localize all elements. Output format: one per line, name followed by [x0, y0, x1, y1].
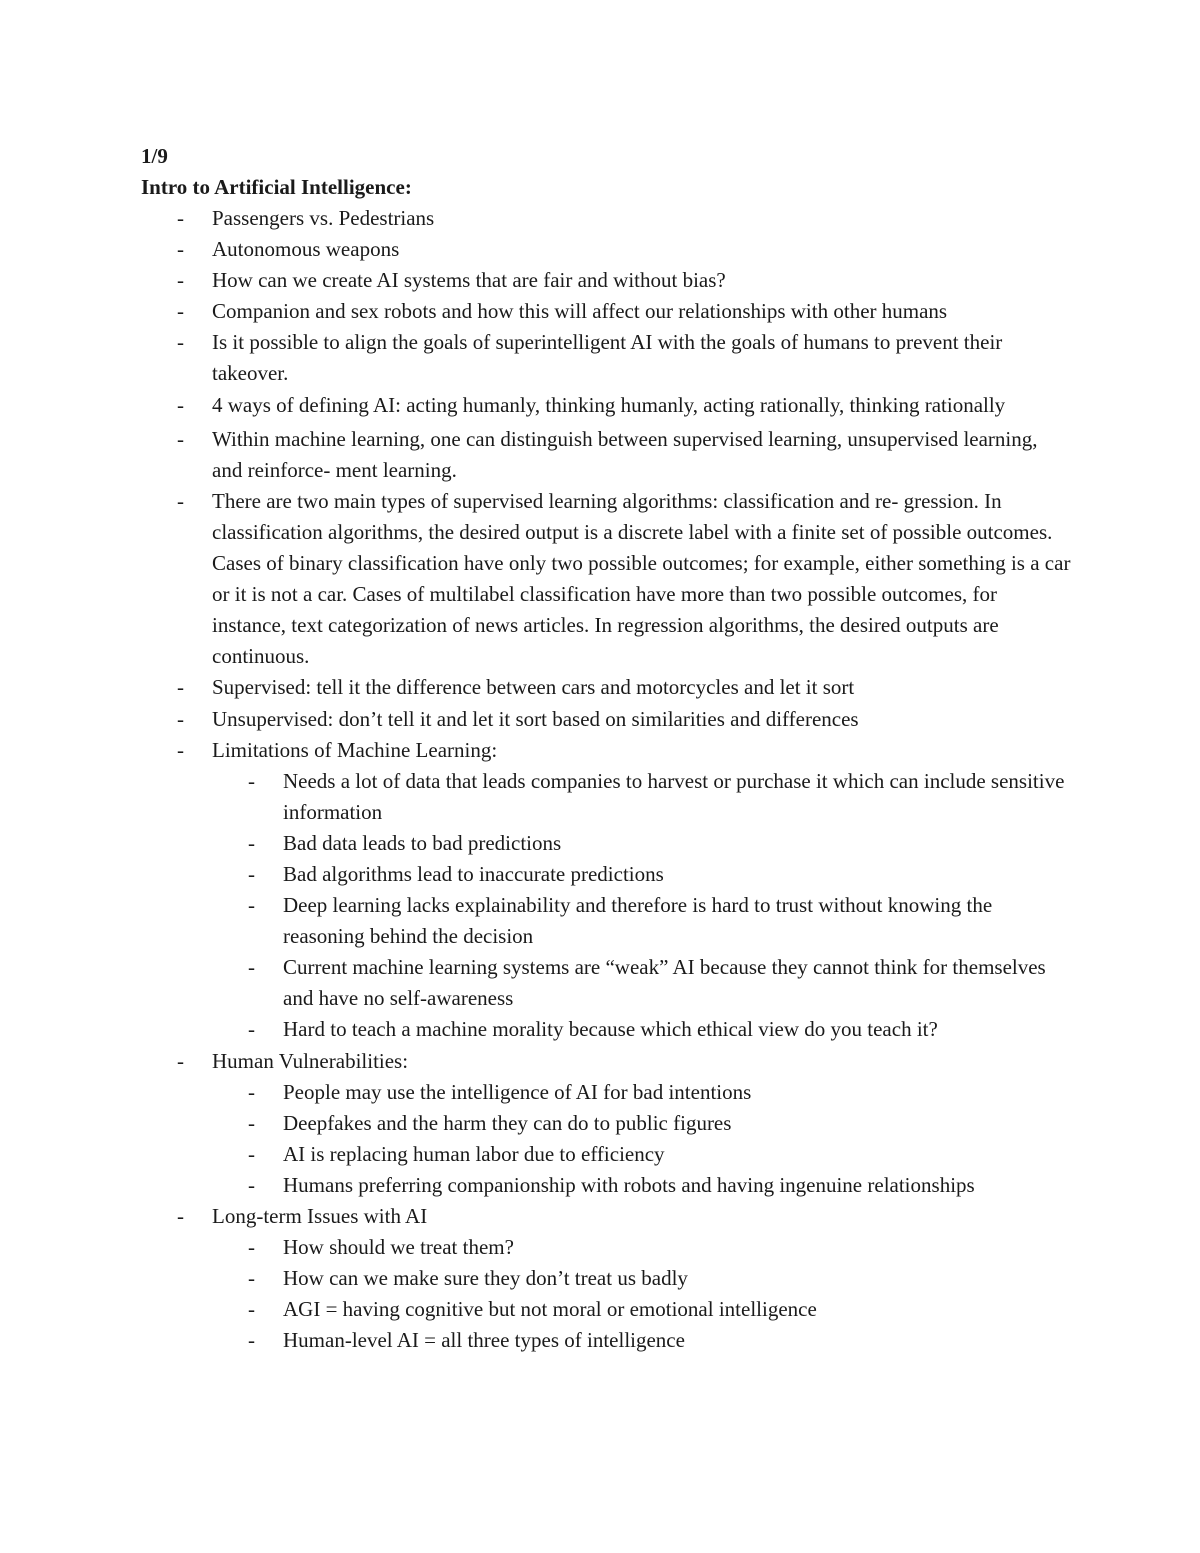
bullet-dash: - [248, 893, 255, 918]
bullet-dash: - [177, 330, 184, 355]
bullet-dash: - [248, 1141, 255, 1166]
bullet-dash: - [177, 675, 184, 700]
sub-list-item [0, 890, 1072, 952]
list-item-text: Bad algorithms lead to inaccurate predictions [283, 861, 664, 886]
bullet-dash: - [177, 426, 184, 451]
sub-list-item [0, 1108, 1072, 1139]
bullet-list [0, 203, 1200, 1356]
list-item-text: Autonomous weapons [212, 237, 400, 262]
sub-list-item [0, 952, 1072, 1014]
sub-list-item [0, 1294, 1072, 1325]
list-item [0, 486, 1072, 673]
bullet-dash: - [177, 1204, 184, 1228]
list-item-text: Bad data leads to bad predictions [283, 830, 562, 855]
sub-list-item [0, 1139, 1072, 1170]
bullet-dash: - [177, 299, 184, 324]
list-item-text: Humans preferring companionship with robots and having ingenuine relationships [283, 1172, 975, 1197]
bullet-dash: - [177, 1048, 184, 1073]
list-item-text: How can we create AI systems that are fair and without bias? [212, 268, 726, 293]
list-item [0, 234, 1072, 265]
bullet-dash: - [177, 268, 184, 293]
list-item-text: Long-term Issues with AI [212, 1204, 428, 1228]
list-item [0, 1201, 1072, 1232]
list-item-text: AGI = having cognitive but not moral or emotional intelligence [283, 1297, 817, 1322]
bullet-dash: - [248, 955, 255, 980]
bullet-dash: - [248, 1079, 255, 1104]
list-item-text: Human Vulnerabilities: [212, 1048, 409, 1073]
list-item [0, 1046, 1072, 1077]
bullet-dash: - [248, 768, 255, 793]
list-item-text: Human-level AI = all three types of intelligence [283, 1328, 685, 1353]
bullet-dash: - [248, 1266, 255, 1291]
bullet-dash: - [248, 1328, 255, 1353]
list-item [0, 390, 1072, 421]
sub-list-item [0, 1014, 1072, 1045]
bullet-dash: - [177, 488, 184, 513]
list-item-text: Current machine learning systems are “weak” AI because they cannot think for themselves and have no self-awareness [283, 955, 1046, 1011]
list-item [0, 265, 1072, 296]
bullet-dash: - [248, 830, 255, 855]
list-item-text: How can we make sure they don’t treat us badly [283, 1266, 688, 1291]
sub-list-item [0, 828, 1072, 859]
bullet-dash: - [248, 861, 255, 886]
sub-list-item [0, 1170, 1072, 1201]
list-item [0, 296, 1072, 327]
bullet-dash: - [248, 1110, 255, 1135]
list-item-text: People may use the intelligence of AI for bad intentions [283, 1079, 752, 1104]
bullet-dash: - [177, 392, 184, 417]
list-item-text: Unsupervised: don’t tell it and let it sort based on similarities and differences [212, 706, 859, 731]
note-date: 1/9 [141, 144, 168, 168]
bullet-dash: - [248, 1172, 255, 1197]
sub-list-item [0, 1263, 1072, 1294]
list-item-text: Deep learning lacks explainability and therefore is hard to trust without knowing the reasoning behind the decision [283, 893, 993, 949]
list-item-text: Within machine learning, one can distinguish between supervised learning, unsupervised learning, and reinforce- ment learning. [212, 426, 1038, 482]
list-item-text: 4 ways of defining AI: acting humanly, thinking humanly, acting rationally, thinking rationally [212, 392, 1006, 417]
sub-list-item [0, 1232, 1072, 1263]
list-item-text: Is it possible to align the goals of superintelligent AI with the goals of humans to prevent their takeover. [212, 330, 1003, 386]
bullet-dash: - [248, 1235, 255, 1260]
list-item [0, 424, 1072, 486]
sub-list-item [0, 859, 1072, 890]
list-item-text: How should we treat them? [283, 1235, 514, 1260]
bullet-dash: - [177, 737, 184, 762]
bullet-dash: - [248, 1297, 255, 1322]
list-item-text: Hard to teach a machine morality because which ethical view do you teach it? [283, 1017, 938, 1042]
sub-list-item [0, 766, 1072, 828]
sub-list-item [0, 1325, 1072, 1356]
list-item [0, 672, 1072, 703]
sub-list-item [0, 1077, 1072, 1108]
list-item-text: Deepfakes and the harm they can do to public figures [283, 1110, 732, 1135]
list-item-text: Supervised: tell it the difference between cars and motorcycles and let it sort [212, 675, 855, 700]
list-item-text: AI is replacing human labor due to efficiency [283, 1141, 665, 1166]
bullet-dash: - [248, 1017, 255, 1042]
list-item-text: Needs a lot of data that leads companies to harvest or purchase it which can include sensitive information [283, 768, 1065, 824]
list-item [0, 735, 1072, 766]
bullet-dash: - [177, 206, 184, 230]
list-item-text: Companion and sex robots and how this will affect our relationships with other humans [212, 299, 948, 324]
note-heading: Intro to Artificial Intelligence: [141, 175, 412, 199]
list-item [0, 203, 1072, 234]
list-item [0, 327, 1072, 389]
list-item-text: There are two main types of supervised learning algorithms: classification and re- gression. In classification algorithms, the desired output is a discrete label with a finite set of possible outcomes. Cases of binary classification have only two possible outcomes; for example, either something is a car or it is not a car. Cases of multilabel classification have more than two possible outcomes, for instance, text categorization of news articles. In regression algorithms, the desired outputs are continuous. [212, 488, 1071, 669]
list-item-text: Limitations of Machine Learning: [212, 737, 498, 762]
bullet-dash: - [177, 706, 184, 731]
bullet-dash: - [177, 237, 184, 262]
list-item-text: Passengers vs. Pedestrians [212, 206, 435, 230]
list-item [0, 704, 1072, 735]
